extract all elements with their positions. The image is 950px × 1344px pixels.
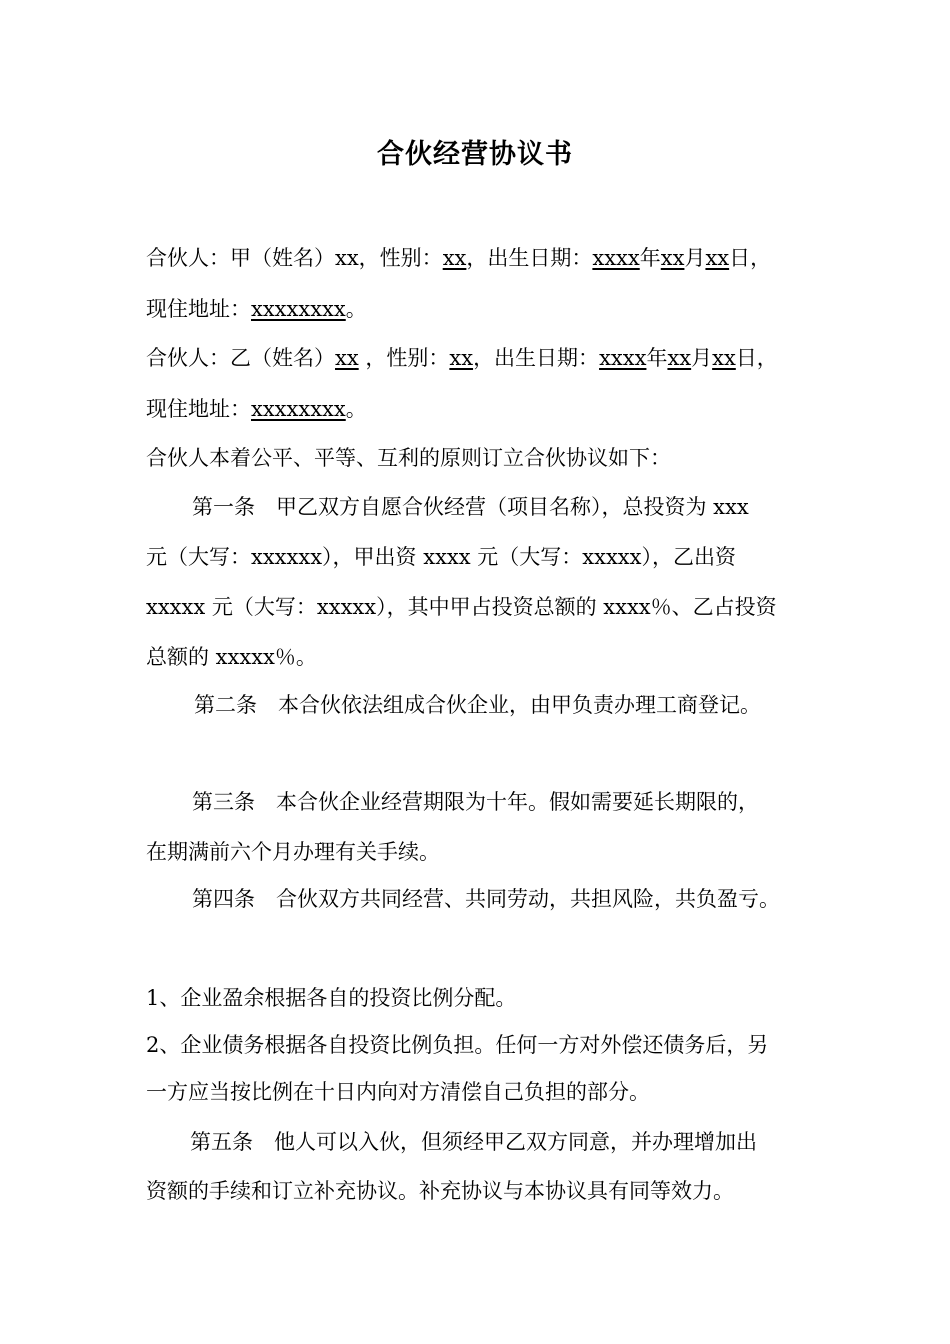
article-3-line-2: 在期满前六个月办理有关手续。 <box>146 840 440 864</box>
article-1-line-4: 总额的 xxxxx％。 <box>146 645 317 669</box>
partner-b-address <box>146 394 836 424</box>
year-value: xxxx <box>592 246 640 270</box>
name-value: xx <box>335 346 359 370</box>
text: 年 <box>639 246 661 270</box>
item-2-line-2: 一方应当按比例在十日内向对方清偿自己负担的部分。 <box>146 1080 650 1104</box>
address-value: xxxxxxxx <box>251 397 346 421</box>
intro-line: 合伙人本着公平、平等、互利的原则订立合伙协议如下： <box>146 446 671 470</box>
article-3-line-1: 第三条 本合伙企业经营期限为十年。假如需要延长期限的， <box>192 790 759 814</box>
article-4: 第四条 合伙双方共同经营、共同劳动，共担风险，共负盈亏。 <box>192 887 780 911</box>
text: 日， <box>735 346 778 370</box>
text: 合伙人：甲（姓名）xx，性别： <box>146 246 443 270</box>
text: 月 <box>684 246 706 270</box>
article-5-line-1: 第五条 他人可以入伙，但须经甲乙双方同意，并办理增加出 <box>190 1130 757 1154</box>
gender-value: xx <box>449 346 474 370</box>
month-value: xx <box>667 346 692 370</box>
text: 日， <box>729 246 772 270</box>
partner-a-address <box>146 294 836 324</box>
address-label: 现住地址： <box>146 397 251 421</box>
text: 。 <box>345 397 367 421</box>
text: ，性别： <box>358 346 450 370</box>
gender-value: xx <box>442 246 467 270</box>
article-2: 第二条 本合伙依法组成合伙企业，由甲负责办理工商登记。 <box>194 693 761 717</box>
article-1-line-3: xxxxx 元（大写：xxxxx），其中甲占投资总额的 xxxx％、乙占投资 <box>146 595 777 619</box>
text: 合伙人：乙（姓名） <box>146 346 335 370</box>
partner-a-line <box>146 243 836 273</box>
year-value: xxxx <box>599 346 647 370</box>
partner-b-line <box>146 343 836 373</box>
text: 。 <box>345 297 367 321</box>
text: 年 <box>646 346 668 370</box>
document-title: 合伙经营协议书 <box>377 139 573 170</box>
text: ，出生日期： <box>466 246 593 270</box>
day-value: xx <box>712 346 736 370</box>
article-1-line-1: 第一条 甲乙双方自愿合伙经营（项目名称），总投资为 xxx <box>192 495 749 519</box>
text: 月 <box>691 346 713 370</box>
article-5-line-2: 资额的手续和订立补充协议。补充协议与本协议具有同等效力。 <box>146 1179 734 1203</box>
article-1-line-2: 元（大写：xxxxxx），甲出资 xxxx 元（大写：xxxxx），乙出资 <box>146 545 736 569</box>
item-1: 1、企业盈余根据各自的投资比例分配。 <box>146 986 517 1010</box>
text: ，出生日期： <box>473 346 600 370</box>
address-value: xxxxxxxx <box>251 297 346 321</box>
day-value: xx <box>705 246 730 270</box>
item-2-line-1: 2、企业债务根据各自投资比例负担。任何一方对外偿还债务后，另 <box>146 1033 769 1057</box>
address-label: 现住地址： <box>146 297 251 321</box>
month-value: xx <box>660 246 685 270</box>
